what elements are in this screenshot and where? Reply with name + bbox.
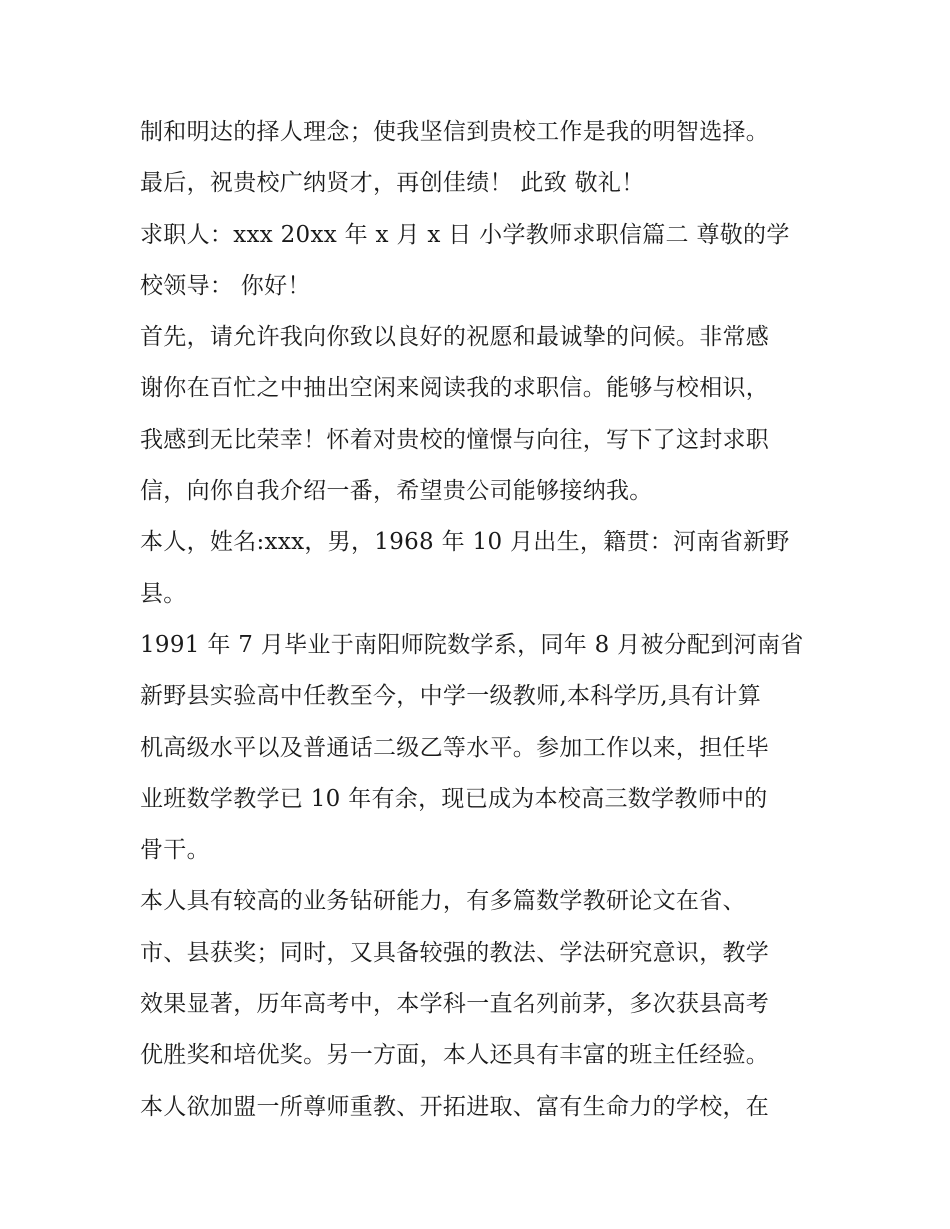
text-line: 本人具有较高的业务钻研能力，有多篇数学教研论文在省、 — [140, 888, 746, 915]
text-line: 本人，姓名:xxx，男，1968 年 10 月出生，籍贯：河南省新野 — [140, 529, 790, 556]
text-line: 校领导： 你好！ — [140, 272, 311, 299]
text-line: 谢你在百忙之中抽出空闲来阅读我的求职信。能够与校相识， — [140, 375, 770, 402]
text-line: 1991 年 7 月毕业于南阳师院数学系，同年 8 月被分配到河南省 — [140, 631, 804, 658]
text-line: 县。 — [140, 580, 187, 607]
text-line: 优胜奖和培优奖。另一方面，本人还具有丰富的班主任经验。 — [140, 1042, 770, 1069]
text-line: 新野县实验高中任教至今，中学一级教师,本科学历,具有计算 — [140, 683, 762, 710]
text-line: 信，向你自我介绍一番，希望贵公司能够接纳我。 — [140, 478, 653, 505]
text-line: 效果显著，历年高考中，本学科一直名列前茅，多次获县高考 — [140, 991, 770, 1018]
text-line: 本人欲加盟一所尊师重教、开拓进取、富有生命力的学校，在 — [140, 1093, 770, 1120]
document-body — [140, 107, 820, 1133]
text-line: 我感到无比荣幸！怀着对贵校的憧憬与向往，写下了这封求职 — [140, 426, 770, 453]
text-line: 制和明达的择人理念；使我坚信到贵校工作是我的明智选择。 — [140, 119, 770, 145]
text-line: 最后，祝贵校广纳贤才，再创佳绩！ 此致 敬礼！ — [140, 170, 645, 197]
text-line: 首先，请允许我向你致以良好的祝愿和最诚挚的问候。非常感 — [140, 324, 770, 351]
text-line: 机高级水平以及普通话二级乙等水平。参加工作以来，担任毕 — [140, 734, 770, 761]
text-line: 业班数学教学已 10 年有余，现已成为本校高三数学教师中的 — [140, 785, 768, 812]
text-line: 市、县获奖；同时，又具备较强的教法、学法研究意识，教学 — [140, 939, 770, 966]
text-line: 骨干。 — [140, 837, 210, 864]
text-line: 求职人：xxx 20xx 年 x 月 x 日 小学教师求职信篇二 尊敬的学 — [140, 221, 790, 248]
